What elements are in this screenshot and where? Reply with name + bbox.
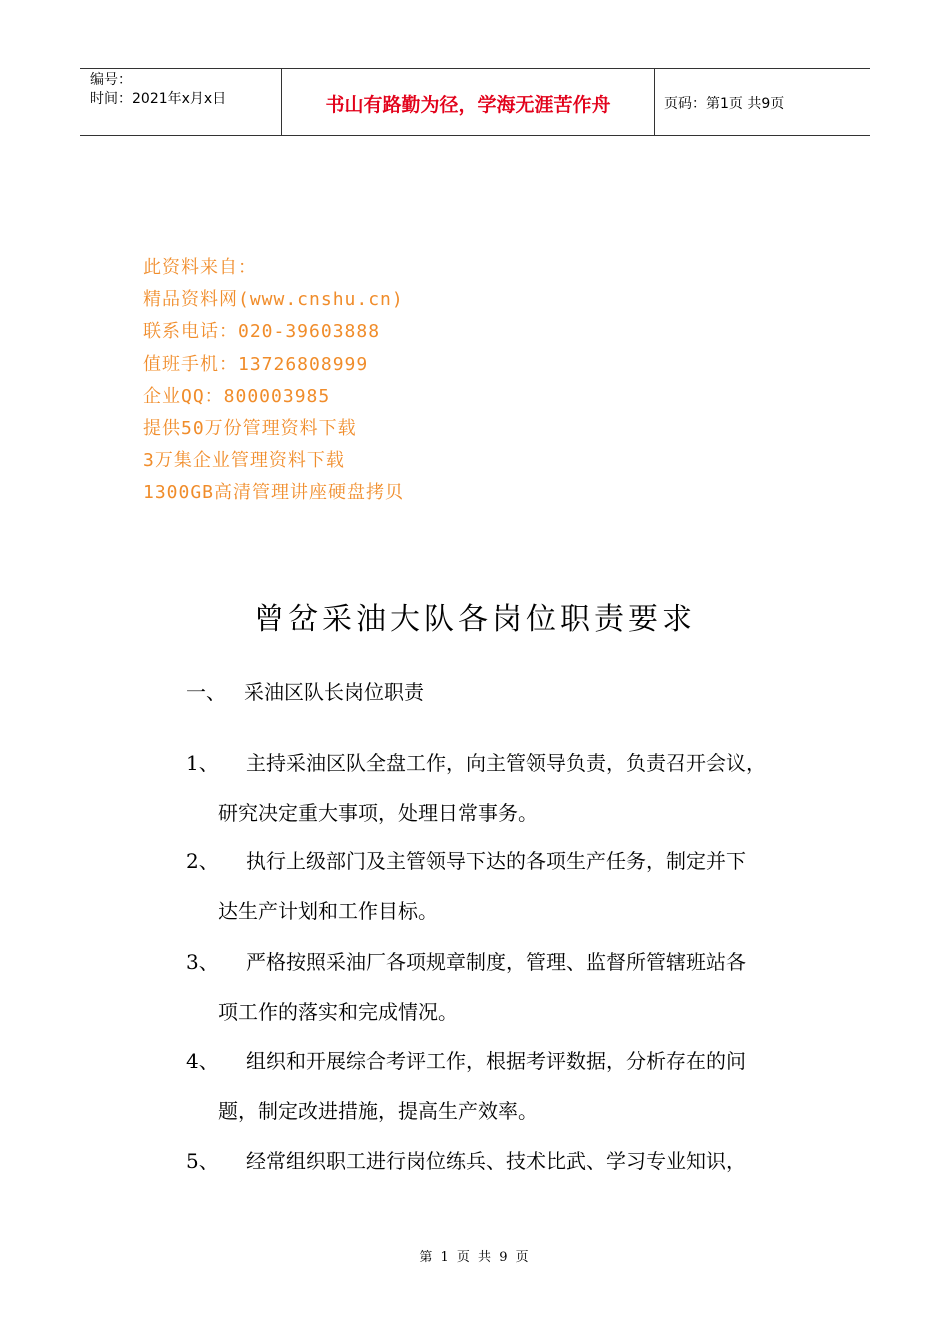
time-label: 时间：2021年x月x日 <box>90 91 227 107</box>
item-text: 主持采油区队全盘工作，向主管领导负责，负责召开会议， <box>246 751 766 775</box>
item-text-continued: 达生产计划和工作目标。 <box>218 899 438 923</box>
item-number: 4、 <box>186 1049 219 1073</box>
item-text: 执行上级部门及主管领导下达的各项生产任务，制定并下 <box>246 849 746 873</box>
source-info-block <box>143 252 404 510</box>
document-title: 曾岔采油大队各岗位职责要求 <box>254 602 696 637</box>
item-number: 5、 <box>186 1149 219 1173</box>
number-label: 编号： <box>90 72 132 88</box>
source-line: 精品资料网(www.cnshu.cn) <box>143 289 404 311</box>
source-line: 值班手机：13726808999 <box>143 353 369 375</box>
source-line: 1300GB高清管理讲座硬盘拷贝 <box>143 482 405 504</box>
item-text-continued: 研究决定重大事项，处理日常事务。 <box>218 801 538 825</box>
item-number: 1、 <box>186 751 219 775</box>
source-line: 提供50万份管理资料下载 <box>143 418 357 440</box>
item-text-continued: 项工作的落实和完成情况。 <box>218 1000 458 1024</box>
item-text-continued: 题，制定改进措施，提高生产效率。 <box>218 1099 538 1123</box>
header-meta <box>90 71 226 109</box>
item-text: 经常组织职工进行岗位练兵、技术比武、学习专业知识， <box>246 1149 746 1173</box>
duty-item <box>186 836 746 936</box>
source-line: 此资料来自： <box>143 257 257 278</box>
duty-item <box>186 1036 746 1136</box>
header-divider <box>654 69 655 135</box>
item-text: 组织和开展综合考评工作，根据考评数据，分析存在的问 <box>246 1049 746 1073</box>
source-line: 企业QQ：800003985 <box>143 385 331 407</box>
duty-item <box>186 738 766 838</box>
page-header <box>80 68 870 136</box>
page-footer: 第 1 页 共 9 页 <box>419 1250 531 1265</box>
source-line: 联系电话：020-39603888 <box>143 321 381 343</box>
source-line: 3万集企业管理资料下载 <box>143 450 345 472</box>
section-heading-text: 采油区队长岗位职责 <box>244 680 424 704</box>
header-motto: 书山有路勤为径，学海无涯苦作舟 <box>325 93 611 116</box>
item-number: 2、 <box>186 849 219 873</box>
header-page-info: 页码：第1页 共9页 <box>664 96 785 112</box>
section-heading <box>186 676 424 705</box>
item-text: 严格按照采油厂各项规章制度，管理、监督所管辖班站各 <box>246 950 746 974</box>
duty-item <box>186 937 746 1037</box>
duty-item <box>186 1136 746 1186</box>
item-number: 3、 <box>186 950 219 974</box>
section-number: 一、 <box>186 680 226 704</box>
